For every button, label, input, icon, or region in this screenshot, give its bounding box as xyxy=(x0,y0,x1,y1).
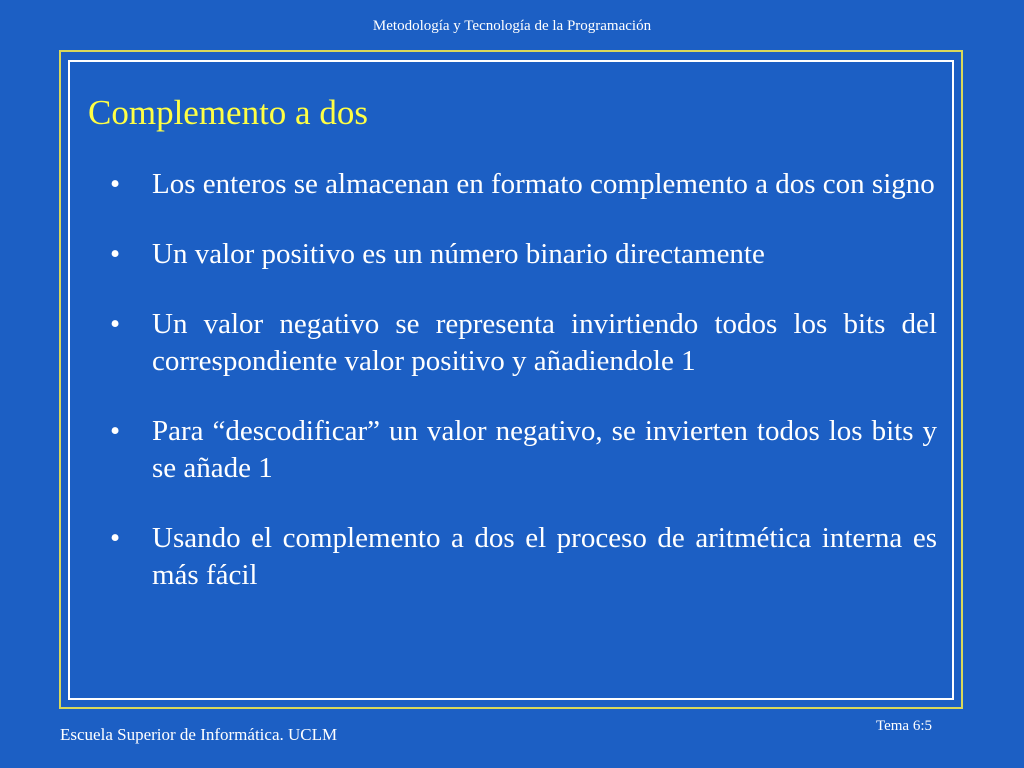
course-header: Metodología y Tecnología de la Programación xyxy=(372,18,652,34)
bullet-item xyxy=(110,306,937,380)
bullet-text: Los enteros se almacenan en formato complemento a dos con signo xyxy=(152,168,935,200)
bullet-icon: • xyxy=(110,238,121,270)
footer-school: Escuela Superior de Informática. UCLM xyxy=(60,725,338,744)
bullet-item xyxy=(110,520,937,594)
bullet-item xyxy=(110,413,937,487)
bullet-icon: • xyxy=(110,308,121,340)
bullet-text: Usando el complemento a dos el proceso de aritmética interna es más fácil xyxy=(152,522,937,591)
bullet-icon: • xyxy=(110,522,121,554)
bullet-item xyxy=(110,166,937,203)
footer-page-number: Tema 6:5 xyxy=(875,718,932,734)
bullet-text: Un valor positivo es un número binario directamente xyxy=(152,238,765,270)
bullet-item xyxy=(110,236,937,273)
bullet-icon: • xyxy=(110,168,121,200)
bullet-text: Un valor negativo se representa invirtiendo todos los bits del correspondiente valor positivo y añadiendole 1 xyxy=(152,308,937,377)
bullet-text: Para “descodificar” un valor negativo, se invierten todos los bits y se añade 1 xyxy=(152,415,937,484)
slide-title: Complemento a dos xyxy=(88,93,368,132)
bullet-icon: • xyxy=(110,415,121,447)
bullet-list xyxy=(110,166,937,594)
